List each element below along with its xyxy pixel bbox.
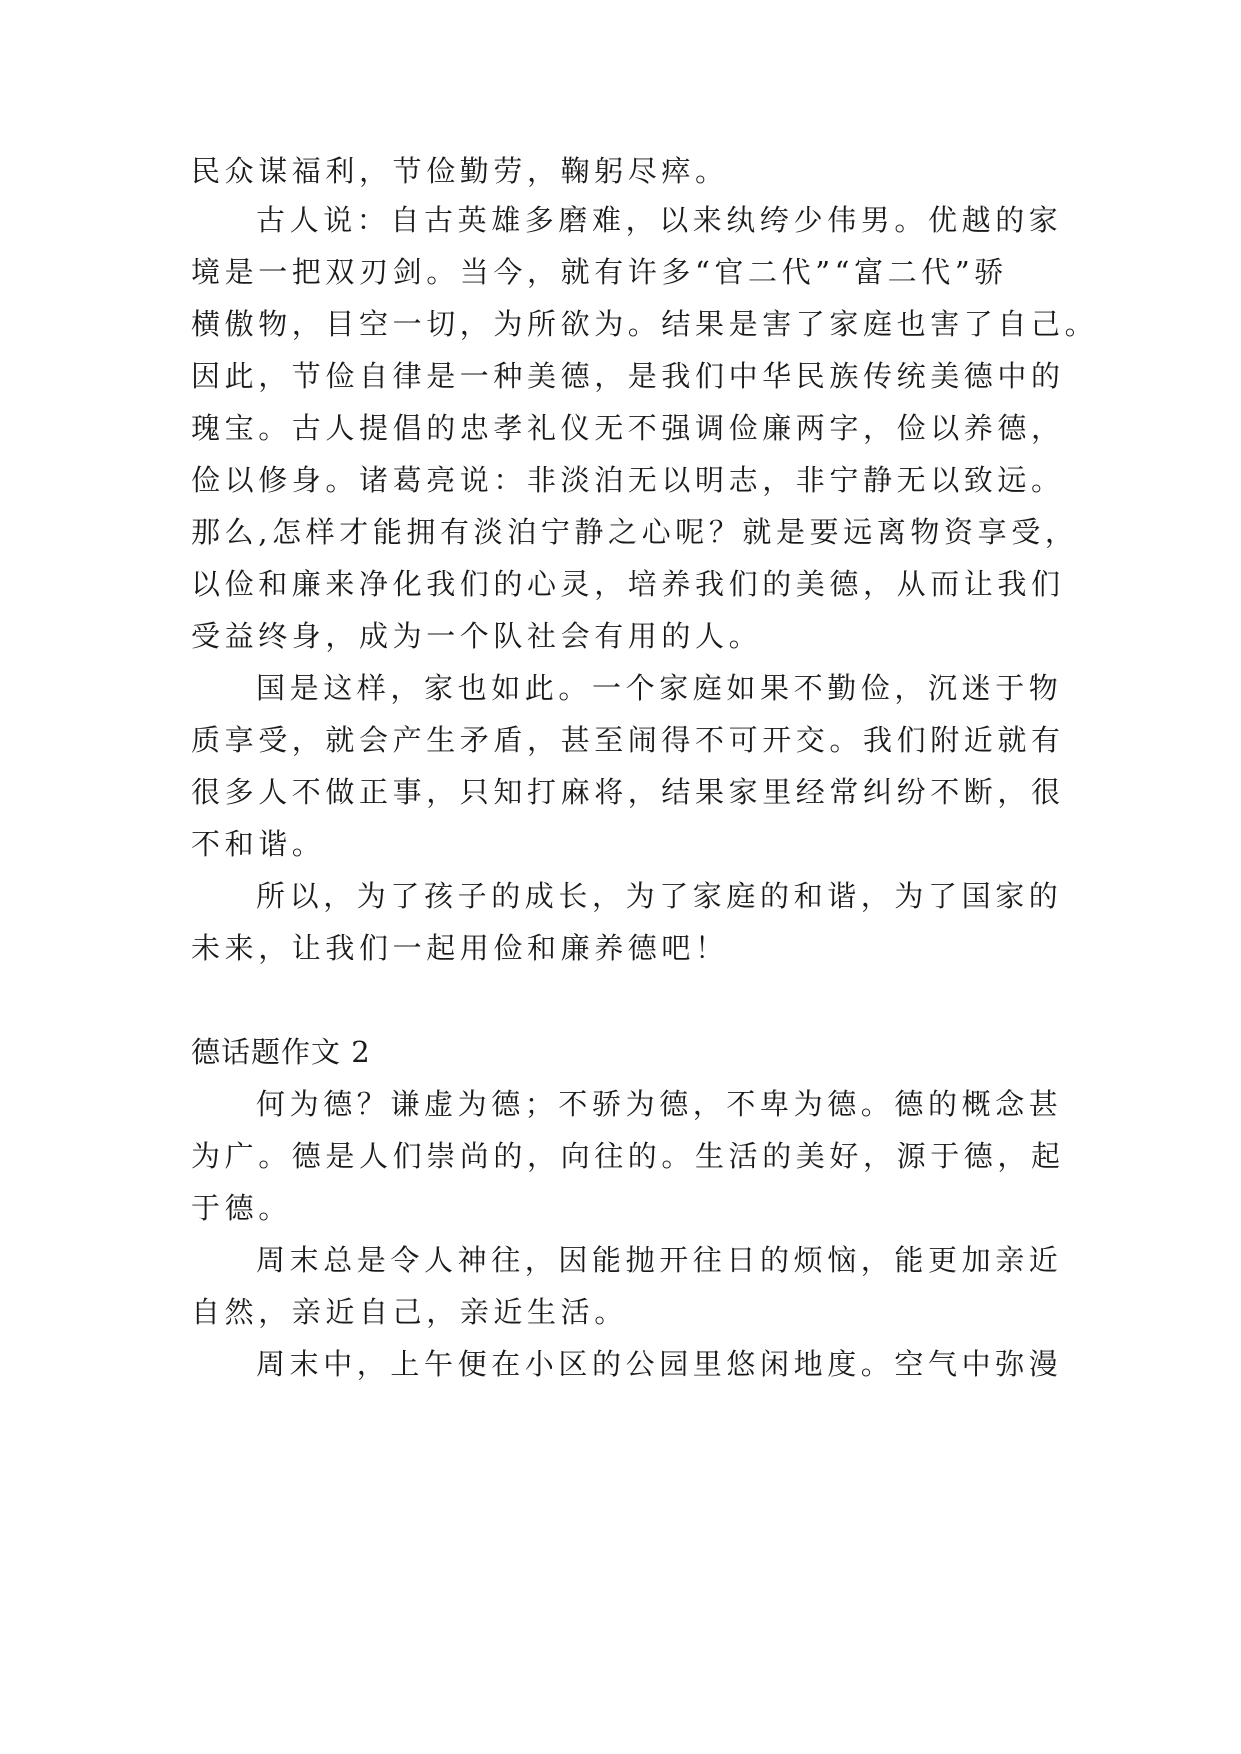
paragraph-first-line: 所以，为了孩子的成长，为了家庭的和谐，为了国家的 [256,879,1063,913]
section-heading: 德话题作文 2 [191,1035,371,1069]
text-line: 俭以修身。诸葛亮说：非淡泊无以明志，非宁静无以致远。 [191,463,1065,497]
text-line: 那么,怎样才能拥有淡泊宁静之心呢？就是要远离物资享受， [191,515,1079,549]
text-line: 不和谐。 [191,827,326,861]
text-line: 为广。德是人们崇尚的，向往的。生活的美好，源于德，起 [191,1139,1065,1173]
text-line: 受益终身，成为一个队社会有用的人。 [191,619,763,653]
text-line: 境是一把双刃剑。当今，就有许多“官二代”“富二代”骄 [191,255,1008,289]
text-line: 于德。 [191,1191,292,1225]
text-line: 因此，节俭自律是一种美德，是我们中华民族传统美德中的 [191,359,1065,393]
paragraph-first-line: 周末总是令人神往，因能抛开往日的烦恼，能更加亲近 [256,1243,1063,1277]
text-line: 质享受，就会产生矛盾，甚至闹得不可开交。我们附近就有 [191,723,1065,757]
text-line: 瑰宝。古人提倡的忠孝礼仪无不强调俭廉两字，俭以养德， [191,411,1065,445]
text-line: 自然，亲近自己，亲近生活。 [191,1295,628,1329]
text-line: 横傲物，目空一切，为所欲为。结果是害了家庭也害了自己。 [191,307,1099,341]
paragraph-first-line: 周末中，上午便在小区的公园里悠闲地度。空气中弥漫 [256,1347,1063,1381]
paragraph-first-line: 古人说：自古英雄多磨难，以来纨绔少伟男。优越的家 [256,203,1063,237]
paragraph-first-line: 国是这样，家也如此。一个家庭如果不勤俭，沉迷于物 [256,671,1063,705]
text-line: 以俭和廉来净化我们的心灵，培养我们的美德，从而让我们 [191,567,1065,601]
text-line: 未来，让我们一起用俭和廉养德吧！ [191,931,729,965]
text-line: 民众谋福利，节俭勤劳，鞠躬尽瘁。 [191,154,729,188]
text-line: 很多人不做正事，只知打麻将，结果家里经常纠纷不断，很 [191,775,1065,809]
paragraph-first-line: 何为德？谦虚为德；不骄为德，不卑为德。德的概念甚 [256,1087,1063,1121]
